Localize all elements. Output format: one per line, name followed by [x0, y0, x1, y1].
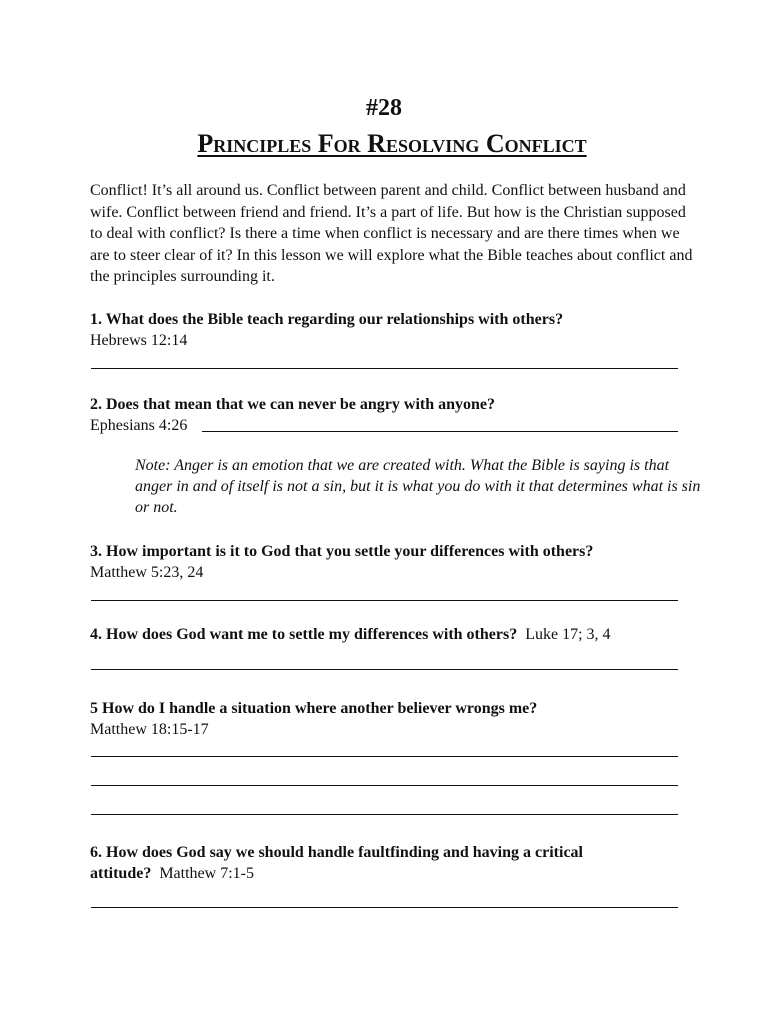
lesson-number: #28 [366, 95, 402, 121]
question-5-text: 5 How do I handle a situation where another believer wrongs me? [90, 700, 538, 717]
question-6-text: 6. How does God say we should handle faultfinding and having a critical attitude? [90, 844, 583, 882]
answer-line-5a[interactable] [91, 756, 678, 757]
question-4-reference: Luke 17; 3, 4 [525, 626, 611, 643]
answer-line-1[interactable] [91, 368, 678, 369]
question-1-text: 1. What does the Bible teach regarding our relationships with others? [90, 311, 564, 328]
answer-line-6[interactable] [91, 907, 678, 908]
note-paragraph: Note: Anger is an emotion that we are created with. What the Bible is saying is that anger in and of itself is not a sin, but it is what you do with it that determines what is sin or not. [135, 457, 701, 516]
question-2 [90, 394, 700, 436]
answer-line-4[interactable] [91, 669, 678, 670]
question-6-reference: Matthew 7:1-5 [159, 865, 254, 882]
question-4-text: 4. How does God want me to settle my differences with others? [90, 626, 518, 643]
intro-paragraph: Conflict! It’s all around us. Conflict between parent and child. Conflict between husband and wife. Conflict between friend and friend. It’s a part of life. But how is the Christian supposed to deal with conflict? Is there a time when conflict is necessary and are there times when we are to steer clear of it? In this lesson we will explore what the Bible teaches about conflict and the principles surrounding it. [90, 182, 693, 285]
question-3 [90, 541, 700, 583]
question-4 [90, 624, 700, 645]
question-6 [90, 842, 700, 884]
answer-line-5c[interactable] [91, 814, 678, 815]
question-2-reference: Ephesians 4:26 [90, 417, 188, 434]
answer-line-5b[interactable] [91, 785, 678, 786]
question-5 [90, 698, 700, 740]
answer-line-2[interactable] [202, 431, 678, 432]
question-5-reference: Matthew 18:15-17 [90, 721, 209, 738]
answer-line-3[interactable] [91, 600, 678, 601]
page-title: Principles For Resolving Conflict [197, 129, 587, 158]
question-1-reference: Hebrews 12:14 [90, 332, 188, 349]
question-3-reference: Matthew 5:23, 24 [90, 564, 204, 581]
question-1 [90, 309, 700, 351]
question-3-text: 3. How important is it to God that you settle your differences with others? [90, 543, 594, 560]
question-2-text: 2. Does that mean that we can never be angry with anyone? [90, 396, 496, 413]
